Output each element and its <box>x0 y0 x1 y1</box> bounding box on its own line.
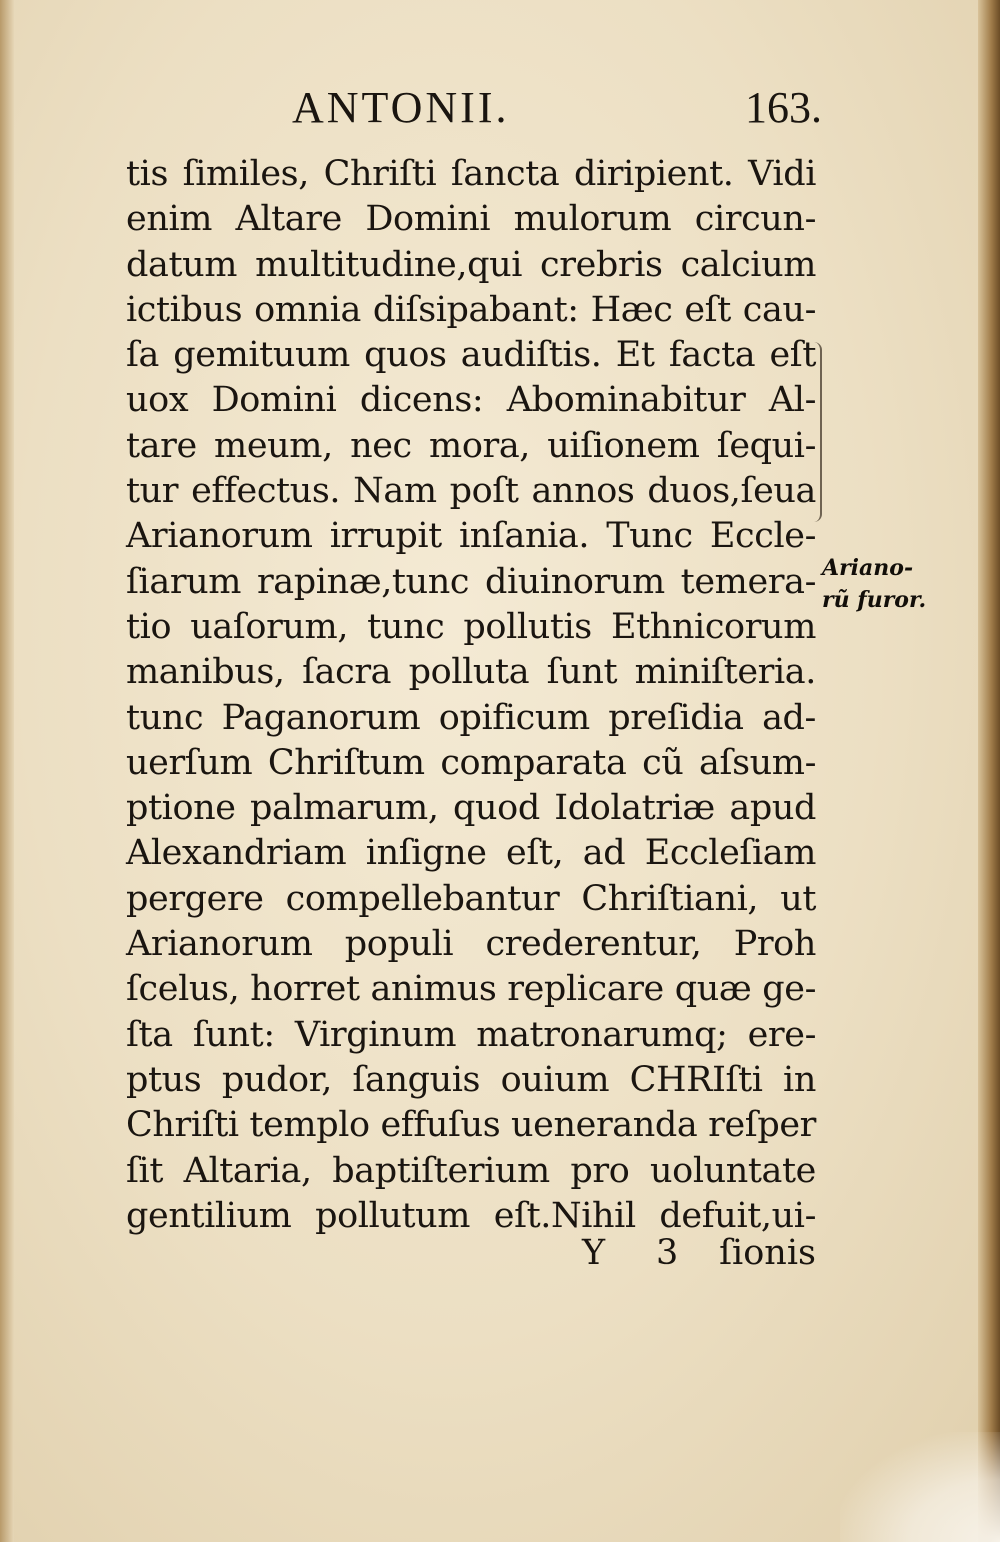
marginal-note <box>822 552 962 616</box>
text-line: tunc Paganorum opificum preſidia ad- <box>126 697 816 738</box>
text-line: ſcelus, horret animus replicare quæ ge- <box>126 969 816 1010</box>
page-header <box>292 78 822 138</box>
text-line: Alexandriam inſigne eſt, ad Eccleſiam <box>126 833 816 874</box>
catchword: ſionis <box>719 1233 816 1273</box>
text-line: Arianorum populi crederentur, Proh <box>126 924 816 965</box>
text-line: pergere compellebantur Chriſtiani, ut <box>126 878 816 919</box>
paper-wear-mark <box>840 1432 1000 1542</box>
text-line: tis ſimiles, Chriſti ſancta diripient. Vidi <box>126 154 816 194</box>
text-line: ptus pudor, ſanguis ouium CHRIſti in <box>126 1059 816 1100</box>
text-line: uox Domini dicens: Abominabitur Al- <box>126 380 816 421</box>
marginal-note-line: rũ furor. <box>822 587 927 613</box>
page-fore-edge <box>978 0 1000 1542</box>
text-line: tio uaſorum, tunc pollutis Ethnicorum <box>126 606 816 647</box>
text-line: ſiarum rapinæ,tunc diuinorum temera- <box>126 561 816 602</box>
text-line: Chriſti templo effuſus ueneranda reſper <box>126 1105 816 1146</box>
body-text-block <box>126 152 816 1239</box>
text-line: ſit Altaria, baptiſterium pro uoluntate <box>126 1150 816 1191</box>
text-line: ſta ſunt: Virginum matronarumq; ere- <box>126 1014 816 1055</box>
page-number: 163. <box>745 83 822 132</box>
text-line: ptione palmarum, quod Idolatriæ apud <box>126 788 816 829</box>
text-line: Arianorum irrupit inſania. Tunc Eccle- <box>126 516 816 557</box>
signature-number: 3 <box>656 1233 679 1273</box>
text-line: gentilium pollutum eſt.Nihil defuit,ui- <box>126 1195 816 1236</box>
text-line: enim Altare Domini mulorum circun- <box>126 199 816 240</box>
marginal-note-line: Ariano- <box>822 555 914 581</box>
text-line: manibus, ſacra polluta ſunt miniſteria. <box>126 652 816 693</box>
signature-mark: Y <box>582 1233 606 1273</box>
text-line: tur effectus. Nam poſt annos duos,ſeua <box>126 471 816 512</box>
text-line: datum multitudine,qui crebris calcium <box>126 244 816 285</box>
page-footer <box>560 1230 816 1276</box>
page-gutter-shadow <box>0 0 14 1542</box>
running-title: ANTONII. <box>292 83 510 132</box>
text-line: ſa gemituum quos audiſtis. Et facta eſt <box>126 335 816 376</box>
text-line: uerſum Chriſtum comparata cũ aſsum- <box>126 742 816 783</box>
text-line: ictibus omnia diſsipabant: Hæc eſt cau- <box>126 289 816 330</box>
margin-bracket <box>810 342 822 522</box>
text-line: tare meum, nec mora, uiſionem ſequi- <box>126 425 816 466</box>
